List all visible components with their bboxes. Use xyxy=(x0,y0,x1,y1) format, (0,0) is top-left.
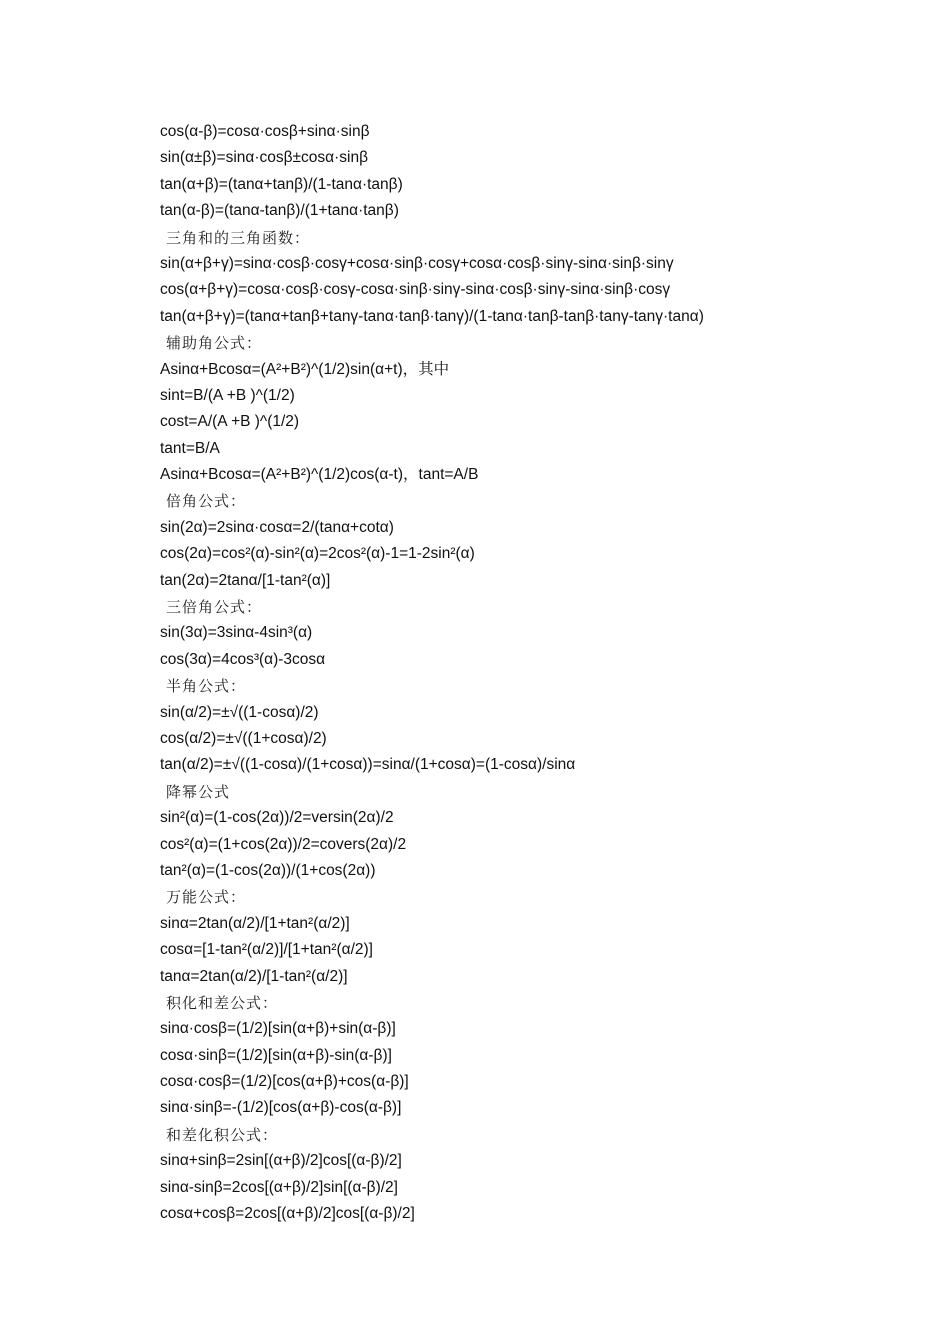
formula-line: tan(α+β)=(tanα+tanβ)/(1-tanα·tanβ) xyxy=(160,175,403,193)
formula-line: cosα=[1-tan²(α/2)]/[1+tan²(α/2)] xyxy=(160,941,373,959)
formula-line: sinα+sinβ=2sin[(α+β)/2]cos[(α-β)/2] xyxy=(160,1152,402,1170)
formula-line: cos²(α)=(1+cos(2α))/2=covers(2α)/2 xyxy=(160,835,407,853)
section-heading: 半角公式： xyxy=(166,677,247,696)
formula-line: tanα=2tan(α/2)/[1-tan²(α/2)] xyxy=(160,967,348,985)
formula-line: tant=B/A xyxy=(160,439,220,457)
formula-line: tan(α/2)=±√((1-cosα)/(1+cosα))=sinα/(1+cosα)=(1-cosα)/sinα xyxy=(160,756,576,774)
formula-line: sin(α/2)=±√((1-cosα)/2) xyxy=(160,703,319,721)
formula-line: sin(3α)=3sinα-4sin³(α) xyxy=(160,624,313,642)
section-heading: 辅助角公式： xyxy=(166,334,263,353)
formula-line: cost=A/(A +B )^(1/2) xyxy=(160,413,300,431)
formula-line: sin(α±β)=sinα·cosβ±cosα·sinβ xyxy=(160,149,369,167)
formula-list xyxy=(160,119,920,1227)
formula-line: cosα+cosβ=2cos[(α+β)/2]cos[(α-β)/2] xyxy=(160,1205,415,1223)
formula-line: cos(α/2)=±√((1+cosα)/2) xyxy=(160,729,327,747)
formula-line: cos(α+β+γ)=cosα·cosβ·cosγ-cosα·sinβ·sinγ-sinα·cosβ·sinγ-sinα·sinβ·cosγ xyxy=(160,281,671,299)
formula-line: cos(2α)=cos²(α)-sin²(α)=2cos²(α)-1=1-2sin²(α) xyxy=(160,545,475,563)
formula-line: sin²(α)=(1-cos(2α))/2=versin(2α)/2 xyxy=(160,809,394,827)
formula-line: sinα-sinβ=2cos[(α+β)/2]sin[(α-β)/2] xyxy=(160,1178,398,1196)
formula-line: sin(α+β+γ)=sinα·cosβ·cosγ+cosα·sinβ·cosγ+cosα·cosβ·sinγ-sinα·sinβ·sinγ xyxy=(160,254,674,272)
formula-line: cosα·sinβ=(1/2)[sin(α+β)-sin(α-β)] xyxy=(160,1046,392,1064)
formula-line: sint=B/(A +B )^(1/2) xyxy=(160,386,295,404)
section-heading: 三角和的三角函数： xyxy=(166,228,311,247)
formula-line: cos(3α)=4cos³(α)-3cosα xyxy=(160,650,326,668)
section-heading: 积化和差公式： xyxy=(166,993,279,1012)
section-heading: 降幂公式 xyxy=(166,782,231,801)
formula-line: cos(α-β)=cosα·cosβ+sinα·sinβ xyxy=(160,123,370,140)
formula-line: sinα·cosβ=(1/2)[sin(α+β)+sin(α-β)] xyxy=(160,1020,396,1038)
formula-line: sinα=2tan(α/2)/[1+tan²(α/2)] xyxy=(160,914,350,932)
section-heading: 三倍角公式： xyxy=(166,598,263,617)
formula-line: Asinα+Bcosα=(A²+B²)^(1/2)sin(α+t)，其中 xyxy=(160,360,450,378)
formula-line: sinα·sinβ=-(1/2)[cos(α+β)-cos(α-β)] xyxy=(160,1099,402,1117)
formula-line: tan(2α)=2tanα/[1-tan²(α)] xyxy=(160,571,331,589)
section-heading: 和差化积公式： xyxy=(166,1125,279,1144)
formula-line: Asinα+Bcosα=(A²+B²)^(1/2)cos(α-t)，tant=A/B xyxy=(160,466,479,484)
formula-line: tan(α-β)=(tanα-tanβ)/(1+tanα·tanβ) xyxy=(160,202,399,220)
formula-line: cosα·cosβ=(1/2)[cos(α+β)+cos(α-β)] xyxy=(160,1073,409,1091)
section-heading: 万能公式： xyxy=(166,888,247,907)
formula-line: sin(2α)=2sinα·cosα=2/(tanα+cotα) xyxy=(160,518,394,536)
section-heading: 倍角公式： xyxy=(166,492,247,511)
formula-line: tan(α+β+γ)=(tanα+tanβ+tanγ-tanα·tanβ·tanγ)/(1-tanα·tanβ-tanβ·tanγ-tanγ·tanα) xyxy=(160,307,704,325)
formula-line: tan²(α)=(1-cos(2α))/(1+cos(2α)) xyxy=(160,861,376,879)
